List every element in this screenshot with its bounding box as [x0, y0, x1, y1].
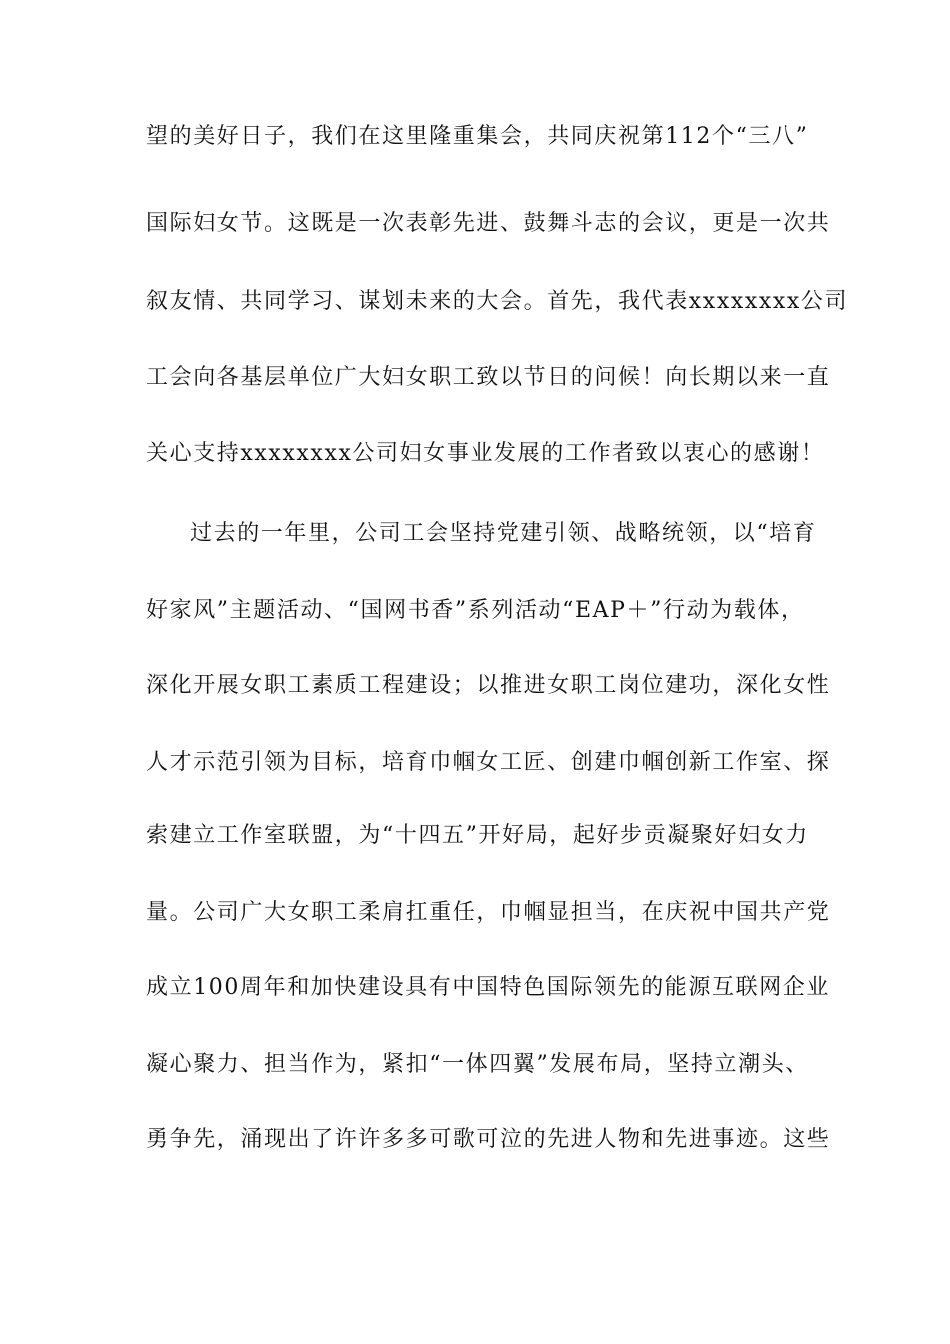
text-line-9: 人才示范引领为目标，培育巾帼女工匠、创建巾帼创新工作室、探 [146, 750, 831, 775]
text-line-6: 过去的一年里，公司工会坚持党建引领、战略统领，以“培育 [190, 521, 817, 546]
text-line-3: 叙友情、共同学习、谋划未来的大会。首先，我代表xxxxxxxx公司 [146, 289, 849, 314]
text-line-12: 成立100周年和加快建设具有中国特色国际领先的能源互联网企业 [146, 975, 830, 1000]
text-line-4: 工会向各基层单位广大妇女职工致以节日的问候！向长期以来一直 [146, 365, 831, 390]
text-line-8: 深化开展女职工素质工程建设；以推进女职工岗位建功，深化女性 [146, 673, 831, 698]
text-line-14: 勇争先，涌现出了许许多多可歌可泣的先进人物和先进事迹。这些 [146, 1127, 831, 1152]
text-line-7: 好家风”主题活动、“国网书香”系列活动“EAP＋”行动为载体， [146, 598, 805, 623]
text-line-10: 索建立工作室联盟，为“十四五”开好局，起好步贡凝聚好妇女力 [146, 823, 809, 848]
text-line-5: 关心支持xxxxxxxx公司妇女事业发展的工作者致以衷心的感谢！ [146, 441, 825, 466]
text-line-13: 凝心聚力、担当作为，紧扣“一体四翼”发展布局，坚持立潮头、 [146, 1052, 809, 1077]
text-line-11: 量。公司广大女职工柔肩扛重任，巾帼显担当，在庆祝中国共产党 [146, 900, 831, 925]
text-line-2: 国际妇女节。这既是一次表彰先进、鼓舞斗志的会议，更是一次共 [146, 211, 831, 236]
text-line-1: 望的美好日子，我们在这里隆重集会，共同庆祝第112个“三八” [146, 124, 809, 149]
